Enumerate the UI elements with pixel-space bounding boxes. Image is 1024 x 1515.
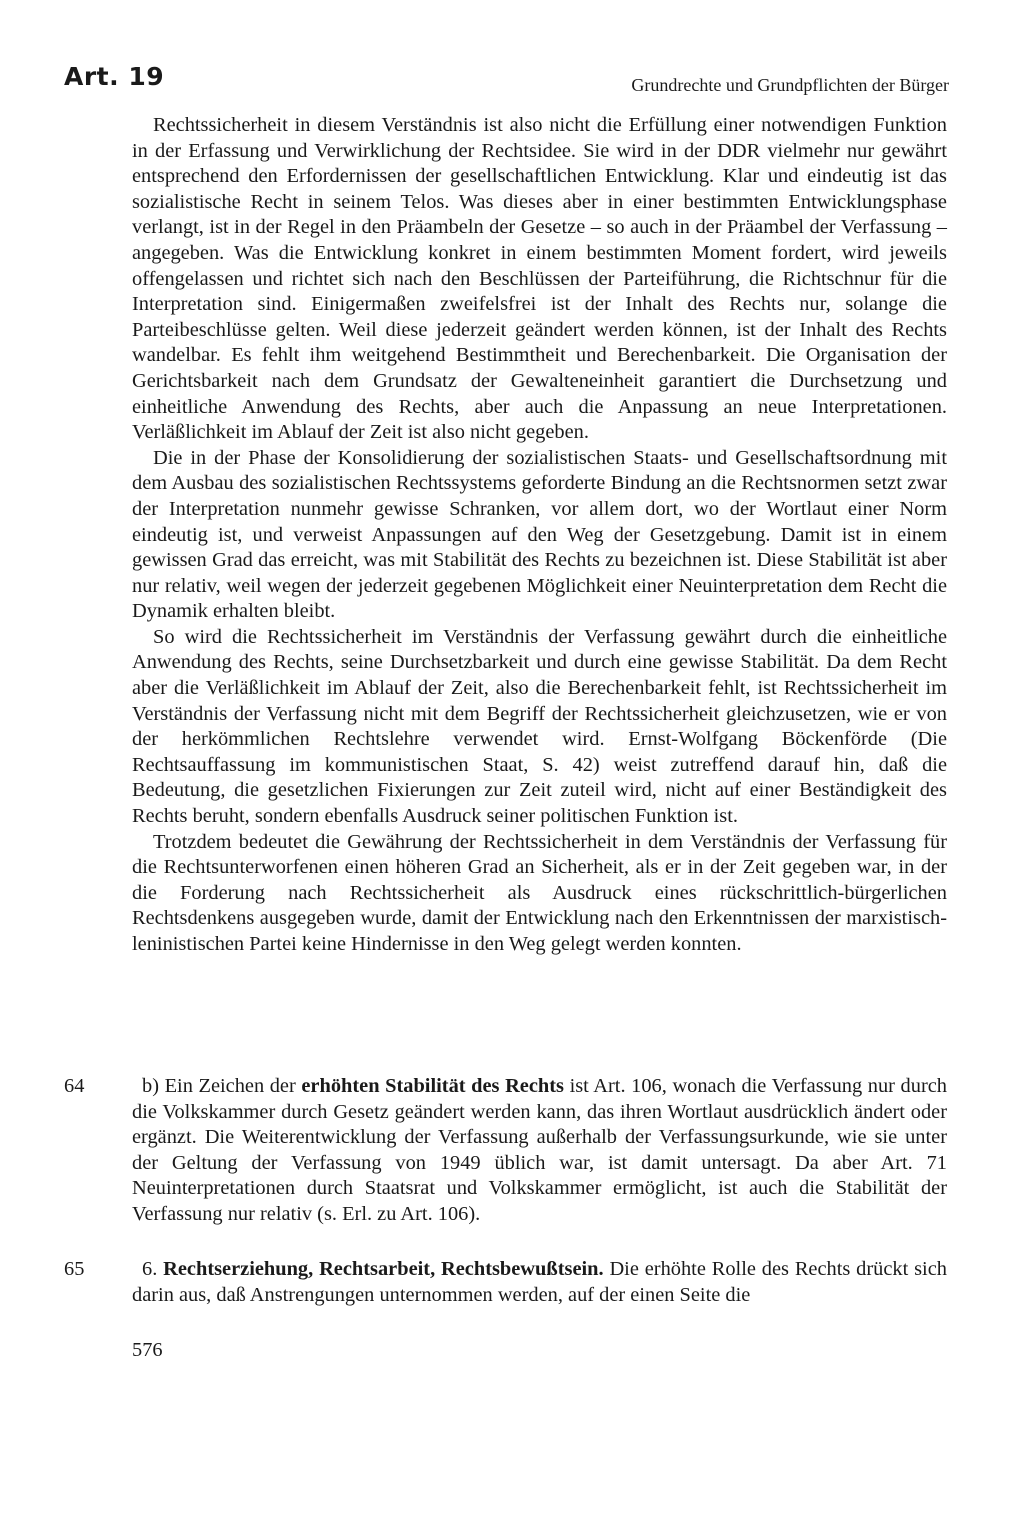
paragraph-text: Die erhöhte Rolle des Rechts drückt sich darin aus, daß Anstrengungen unternommen werden, auf der einen Seite die [132, 1258, 947, 1306]
margin-number: 65 [64, 1258, 85, 1280]
paragraph: Die in der Phase der Konsolidierung der sozialistischen Staats- und Gesellschaftsordnung mit dem Ausbau des sozialistischen Rechtssystems geforderte Bindung an die Rechtsnormen setzt zwar der Interpretation nunmehr gewisse Schranken, vor allem dort, wo der Wortlaut einer Norm eindeutig ist, und verweist Anpassungen auf den Weg der Gesetzgebung. Damit ist in einem gewissen Grad das erreicht, was mit Stabilität des Rechts zu bezeichnen ist. Diese Stabilität ist aber nur relativ, weil wegen der jederzeit gegebenen Möglichkeit einer Neuinterpretation dem Recht die Dynamik erhalten bleibt. [132, 446, 947, 623]
article-label: Art. 19 [64, 62, 165, 91]
paragraph-text: ist Art. 106, wonach die Verfassung nur durch die Volkskammer durch Gesetz geändert werden kann, das ihren Wortlaut ausdrücklich ändert oder ergänzt. Die Weiterentwicklung der Verfassung außerhalb der Verfassungsurkunde, wie sie unter der Geltung der Verfassung von 1949 üblich war, ist damit untersagt. Da aber Art. 71 Neuinterpretationen durch Staatsrat und Volkskammer ermöglicht, ist auch die Stabilität der Verfassung nur relativ (s. Erl. zu Art. 106). [132, 1075, 947, 1225]
prefix-text: b) Ein Zeichen der [142, 1075, 296, 1097]
paragraph [132, 1257, 947, 1308]
page-header [64, 62, 949, 102]
paragraph: Rechtssicherheit in diesem Verständnis ist also nicht die Erfüllung einer notwendigen Funktion in der Erfassung und Verwirklichung der Rechtsidee. Sie wird in der DDR vielmehr nur gewährt entsprechend den Erfordernissen der gesellschaftlichen Entwicklung. Klar und eindeutig ist das sozialistische Recht in seinem Telos. Was dieses aber in einer bestimmten Entwicklungsphase verlangt, ist in der Regel in den Präambeln der Gesetze – so auch in der Präambel der Verfassung – angegeben. Was die Entwicklung konkret in einem bestimmten Moment fordert, wird jeweils offengelassen und richtet sich nach den Beschlüssen der Parteiführung, die Richtschnur für die Interpretation sind. Einigermaßen zweifelsfrei ist der Inhalt des Rechts nur, solange die Parteibeschlüsse gelten. Weil diese jederzeit geändert werden können, ist der Inhalt des Rechts wandelbar. Es fehlt ihm weitgehend Bestimmtheit und Berechenbarkeit. Die Organisation der Gerichtsbarkeit nach dem Grundsatz der Gewalteneinheit garantiert die Durchsetzung und einheitliche Anwendung des Rechts, aber auch die Anpassung an neue Interpretationen. Verläßlichkeit im Ablauf der Zeit ist also nicht gegeben. [132, 114, 947, 444]
margin-number: 64 [64, 1075, 85, 1097]
bold-term: erhöhten Stabilität des Rechts [301, 1075, 564, 1097]
main-text-block [132, 113, 947, 958]
bold-heading: Rechtserziehung, Rechtsarbeit, Rechtsbewußtsein. [163, 1258, 604, 1280]
paragraph: So wird die Rechtssicherheit im Verständnis der Verfassung gewährt durch die einheitliche Anwendung des Rechts, seine Durchsetzbarkeit und durch eine gewisse Stabilität. Da dem Recht aber die Verläßlichkeit im Ablauf der Zeit, also die Berechenbarkeit fehlt, ist Rechtssicherheit im Verständnis der Verfassung nicht mit dem Begriff der Rechtssicherheit gleichzusetzen, wie er von der herkömmlichen Rechtslehre verwendet wird. Ernst-Wolfgang Böckenförde (Die Rechtsauffassung im kommunistischen Staat, S. 42) weist zutreffend darauf hin, daß die Bedeutung, die gesetzlichen Fixierungen zur Zeit zuteil wird, nicht auf einer Beständigkeit des Rechts beruht, sondern ebenfalls Ausdruck seiner politischen Funktion ist. [132, 625, 947, 828]
paragraph: Trotzdem bedeutet die Gewährung der Rechtssicherheit in dem Verständnis der Verfassung für die Rechtsunterworfenen einen höheren Grad an Sicherheit, als er in der Zeit gegeben war, in der die Forderung nach Rechtssicherheit als Ausdruck eines rückschrittlich-bürgerlichen Rechtsdenkens ausgegeben wurde, damit der Entwicklung nach den Erkenntnissen der marxistisch-leninistischen Partei keine Hindernisse in den Weg gelegt werden konnten. [132, 830, 947, 955]
paragraph [132, 1074, 947, 1228]
running-head: Grundrechte und Grundpflichten der Bürger [631, 75, 949, 95]
section-64-text [132, 1074, 947, 1228]
page-number: 576 [132, 1339, 163, 1361]
section-number: 6. [142, 1258, 158, 1280]
section-65-text [132, 1257, 947, 1308]
